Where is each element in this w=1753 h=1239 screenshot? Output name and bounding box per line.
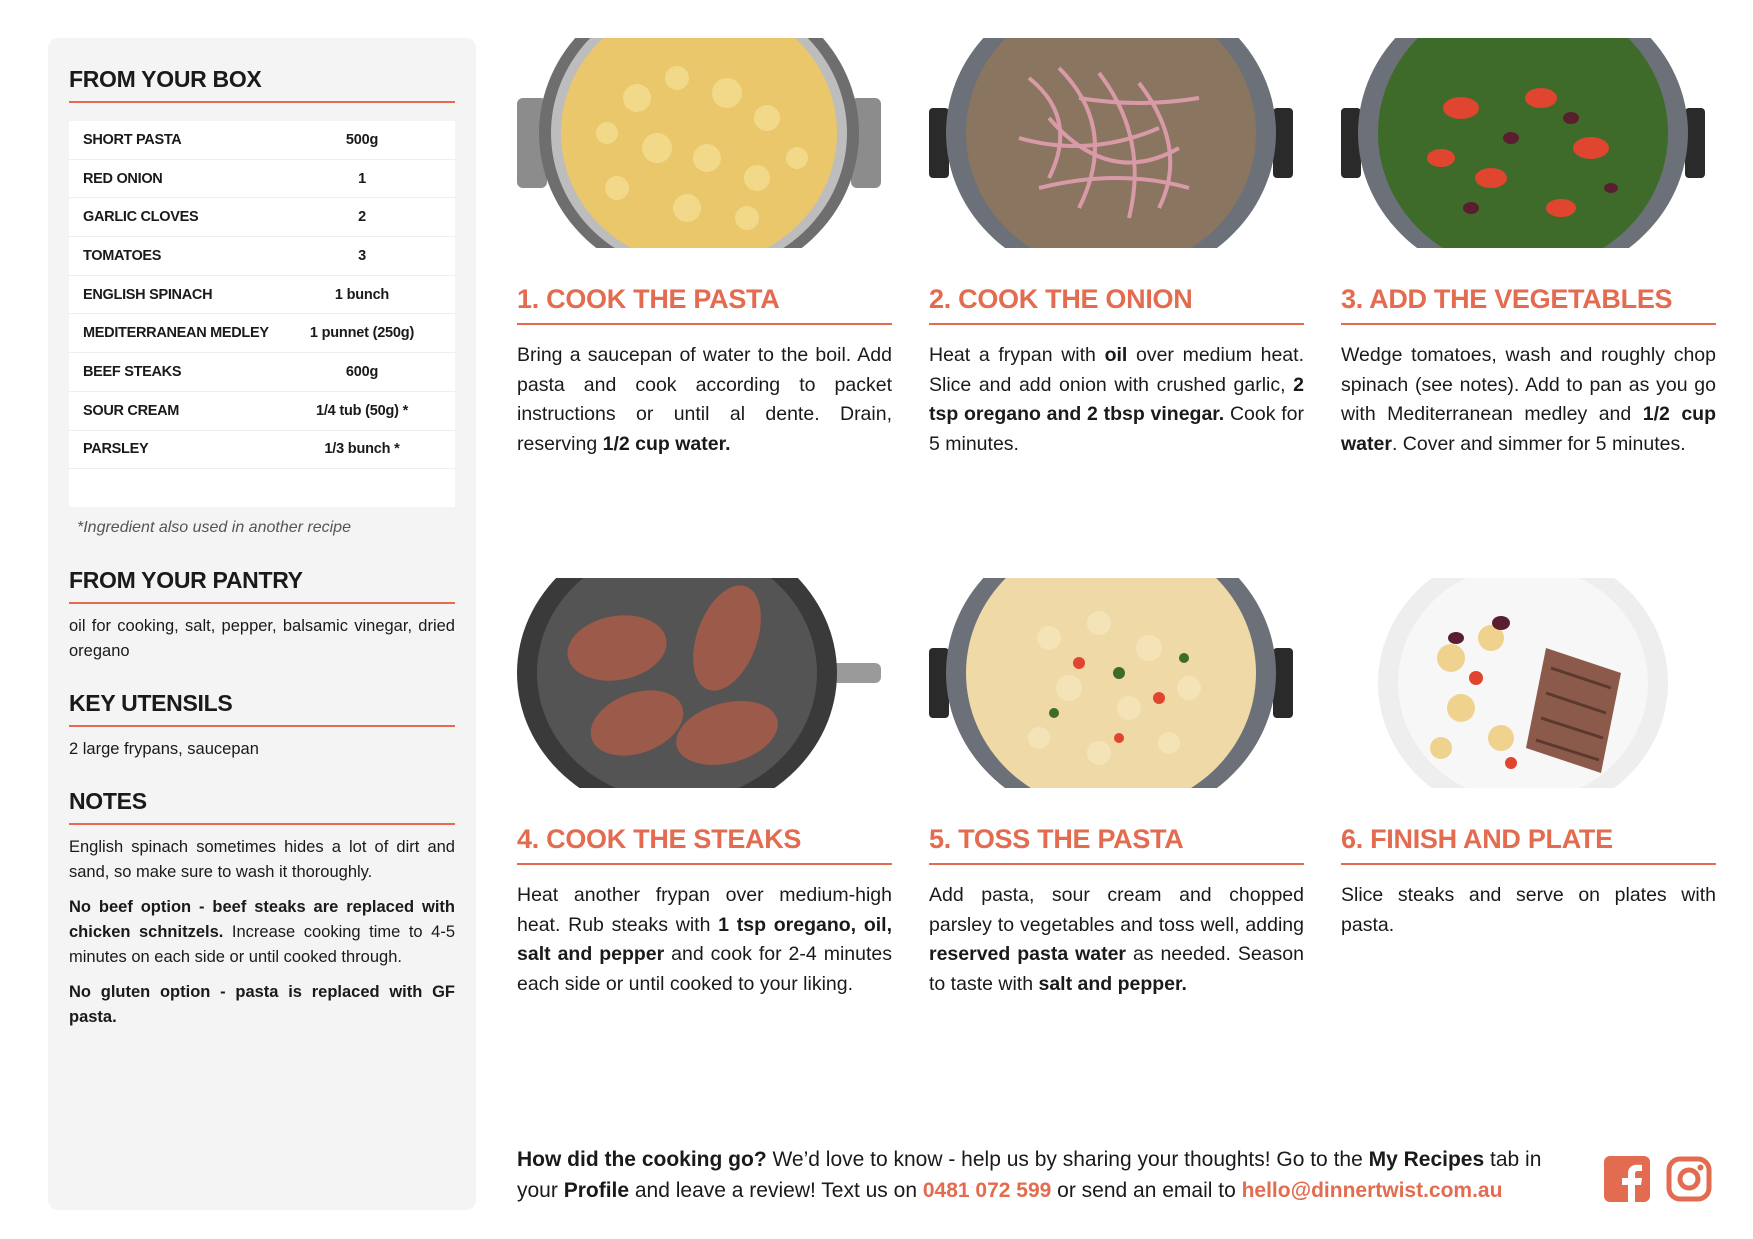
ingredient-name: MEDITERRANEAN MEDLEY — [83, 325, 269, 342]
notes-section — [69, 788, 455, 1030]
step-3-photo — [1341, 38, 1705, 248]
notes-heading: NOTES — [69, 788, 455, 825]
ingredients-sidebar — [48, 38, 476, 1210]
step-3-title: 3. ADD THE VEGETABLES — [1341, 284, 1716, 325]
table-row — [69, 431, 455, 470]
step-text: Cook for 5 minutes. — [929, 403, 1304, 455]
step-3-body — [1341, 341, 1716, 459]
notes-bold: No gluten option - pasta is replaced with GF pasta. — [69, 983, 455, 1027]
step-6-title: 6. FINISH AND PLATE — [1341, 824, 1716, 865]
step-6 — [1341, 578, 1716, 940]
ingredient-name: BEEF STEAKS — [83, 363, 182, 380]
step-2-title: 2. COOK THE ONION — [929, 284, 1304, 325]
step-bold: 1/2 cup water — [1341, 403, 1716, 455]
step-bold: 2 tsp oregano and 2 tbsp vinegar. — [929, 373, 1304, 425]
notes-bold: No beef option - beef steaks are replaced with chicken schnitzels. — [69, 898, 455, 942]
step-5-body — [929, 881, 1304, 999]
facebook-icon[interactable] — [1604, 1156, 1650, 1202]
notes-paragraph: English spinach sometimes hides a lot of dirt and sand, so make sure to wash it thoroughly. — [69, 838, 455, 882]
table-row-empty — [69, 469, 455, 507]
notes-paragraph — [69, 980, 455, 1030]
footer-text: or send an email to — [1051, 1179, 1242, 1202]
ingredient-name: TOMATOES — [83, 247, 162, 264]
ingredient-qty: 500g — [345, 131, 379, 148]
step-5-photo — [929, 578, 1293, 788]
notes-text — [69, 835, 455, 1030]
step-4 — [517, 578, 892, 999]
step-4-body — [517, 881, 892, 999]
step-text: as needed. Season to taste with — [929, 943, 1304, 995]
step-5 — [929, 578, 1304, 999]
step-6-body — [1341, 881, 1716, 940]
step-3 — [1341, 38, 1716, 459]
step-2-photo — [929, 38, 1293, 248]
table-row — [69, 392, 455, 431]
table-row — [69, 237, 455, 276]
pantry-heading: FROM YOUR PANTRY — [69, 567, 455, 604]
ingredient-name: PARSLEY — [83, 441, 149, 458]
ingredient-name: ENGLISH SPINACH — [83, 286, 213, 303]
ingredient-qty: 2 — [358, 209, 366, 226]
step-bold: 1/2 cup water. — [602, 432, 731, 455]
table-row — [69, 353, 455, 392]
phone-link[interactable]: 0481 072 599 — [922, 1179, 1052, 1202]
table-row — [69, 314, 455, 353]
notes-paragraph — [69, 895, 455, 970]
step-1-title: 1. COOK THE PASTA — [517, 284, 892, 325]
profile-label: Profile — [563, 1179, 630, 1202]
step-6-photo — [1341, 578, 1705, 788]
step-bold: 1 tsp oregano, oil, salt and pepper — [517, 913, 892, 965]
step-text: Wedge tomatoes, wash and roughly chop spinach (see notes). Add to pan as you go with Mediterranean medley and — [1341, 344, 1716, 425]
feedback-footer — [517, 1144, 1577, 1206]
pantry-text: oil for cooking, salt, pepper, balsamic vinegar, dried oregano — [69, 617, 455, 661]
step-bold: oil — [1104, 344, 1128, 366]
utensils-section — [69, 690, 455, 762]
step-text: Heat another frypan over medium-high heat. Rub steaks with — [517, 884, 892, 936]
step-5-title: 5. TOSS THE PASTA — [929, 824, 1304, 865]
step-1 — [517, 38, 892, 459]
table-row — [69, 121, 455, 160]
table-row — [69, 276, 455, 315]
footer-question: How did the cooking go? — [517, 1148, 767, 1171]
ingredient-qty: 1/4 tub (50g) * — [315, 402, 409, 419]
ingredient-name: GARLIC CLOVES — [83, 209, 199, 226]
step-bold: salt and pepper. — [1038, 972, 1187, 995]
footer-text: and leave a review! Text us on — [629, 1179, 923, 1202]
email-link[interactable]: hello@dinnertwist.com.au — [1241, 1179, 1503, 1202]
social-links — [1604, 1156, 1712, 1202]
step-text: . Cover and simmer for 5 minutes. — [1391, 432, 1686, 455]
table-row — [69, 198, 455, 237]
step-text: Slice steaks and serve on plates with pasta. — [1341, 884, 1716, 936]
ingredient-qty: 3 — [358, 247, 366, 264]
pantry-section — [69, 567, 455, 664]
step-text: over medium heat. Slice and add onion with crushed garlic, — [929, 344, 1304, 396]
utensils-heading: KEY UTENSILS — [69, 690, 455, 727]
ingredient-qty: 1 punnet (250g) — [309, 325, 415, 342]
my-recipes-label: My Recipes — [1368, 1148, 1485, 1171]
step-text: Bring a saucepan of water to the boil. Add pasta and cook according to packet instructions or until al dente. Drain, reserving — [517, 344, 892, 455]
from-your-box-heading: FROM YOUR BOX — [69, 66, 455, 103]
ingredient-name: SHORT PASTA — [83, 131, 182, 148]
ingredient-qty: 1/3 bunch * — [324, 441, 400, 458]
step-1-body — [517, 341, 892, 459]
step-text: Heat a frypan with — [929, 344, 1105, 366]
step-1-photo — [517, 38, 881, 248]
step-4-title: 4. COOK THE STEAKS — [517, 824, 892, 865]
step-2-body — [929, 341, 1304, 459]
step-text: Add pasta, sour cream and chopped parsley to vegetables and toss well, adding — [929, 884, 1304, 936]
footer-text: We’d love to know - help us by sharing your thoughts! Go to the — [766, 1148, 1369, 1171]
ingredient-qty: 1 — [358, 170, 366, 187]
ingredient-qty: 600g — [345, 363, 379, 380]
ingredient-name: RED ONION — [83, 170, 163, 187]
ingredient-name: SOUR CREAM — [83, 402, 180, 419]
utensils-text: 2 large frypans, saucepan — [69, 740, 259, 759]
notes-rest: Increase cooking time to 4-5 minutes on each side or until cooked through. — [69, 923, 455, 967]
instagram-icon[interactable] — [1666, 1156, 1712, 1202]
ingredient-footnote: *Ingredient also used in another recipe — [77, 519, 351, 537]
step-text: and cook for 2-4 minutes each side or until cooked to your liking. — [517, 943, 892, 995]
ingredient-qty: 1 bunch — [334, 286, 390, 303]
footer-text: tab in your — [517, 1148, 1542, 1202]
step-4-photo — [517, 578, 881, 788]
step-bold: reserved pasta water — [929, 943, 1127, 965]
step-2 — [929, 38, 1304, 459]
table-row — [69, 160, 455, 199]
ingredients-table — [69, 121, 455, 507]
